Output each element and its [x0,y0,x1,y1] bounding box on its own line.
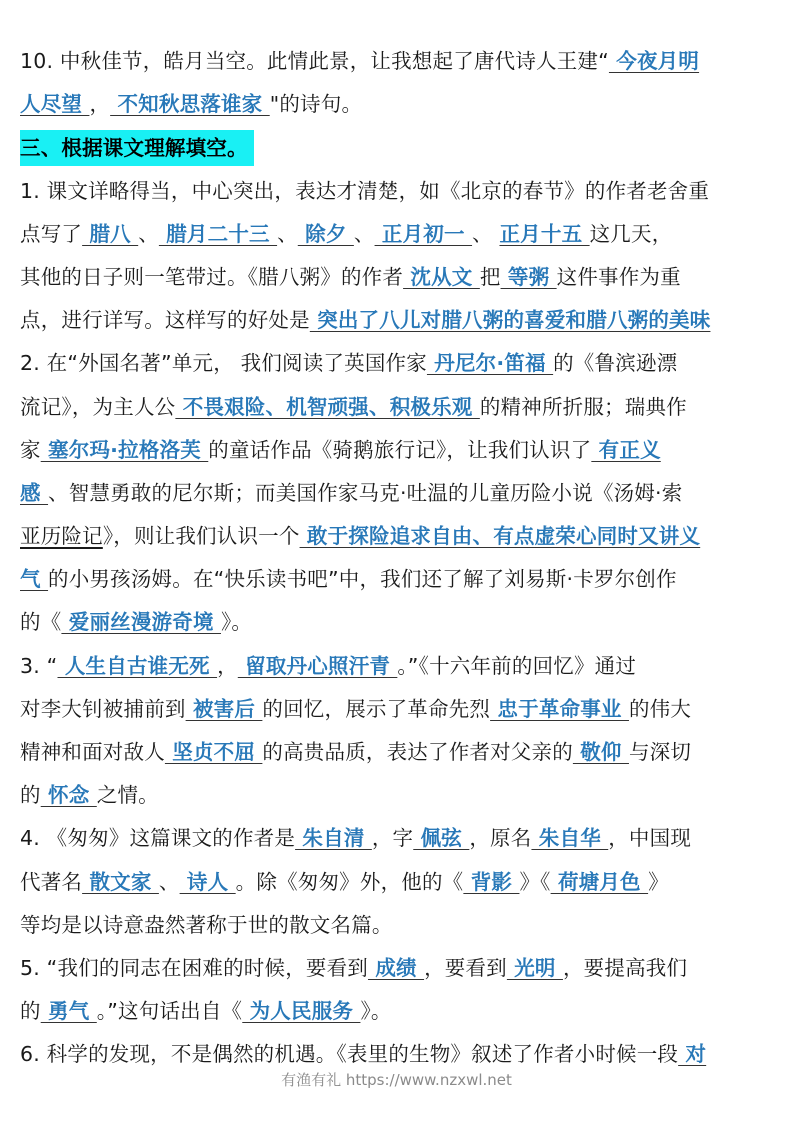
q3-text: 的回忆，展示了革命先烈 [262,696,491,721]
answer-blank: 腊月二十三 [158,221,278,246]
q2-text: 的童话作品《骑鹅旅行记》，让我们认识了 [208,437,592,462]
q2-text: 的《 [20,610,62,635]
answer-blank: 塞尔玛·拉格洛芙 [40,437,209,462]
answer-blank: 敬仰 [572,740,629,764]
punct: 、 [138,221,159,246]
answer-blank: 诗人 [179,869,236,894]
q5-text: 。”这句话出自《 [96,999,243,1024]
q2-line-3 [20,429,772,472]
answer-blank: 爱丽丝漫游奇境 [61,610,221,635]
q2-line-4 [20,472,772,515]
answer-blank: 感 [20,480,49,505]
q2-text: 2. 在“外国名著”单元， 我们阅读了英国作家 [20,351,427,376]
q2-text: 的小男孩汤姆。在“快乐读书吧”中，我们还了解了刘易斯·卡罗尔创作 [48,567,677,592]
q3-text: 。”《十六年前的回忆》通过 [397,653,637,678]
answer-blank: 正月初一 [374,221,473,246]
q2-text: 流记》，为主人公 [20,394,176,419]
answer-blank: 敢于探险追求自由、有点虚荣心同时又讲义 [299,524,701,549]
q3-text: 的 [20,783,41,808]
q4-text: 4. 《匆匆》这篇课文的作者是 [20,826,296,851]
q3-line-3 [20,731,772,774]
q1-text: 其他的日子则一笔带过。《腊八粥》的作者 [20,264,404,289]
q3-text: 3. “ [20,653,58,678]
q2-text: 的《鲁滨逊漂 [553,351,678,376]
q2-line-7 [20,601,772,644]
q2-line-2 [20,386,772,429]
q2-text: 》，则让我们认识一个 [102,524,300,549]
q10-text: "的诗句。 [269,92,363,117]
answer-blank: 沈从文 [403,264,480,289]
q3-text: 与深切 [628,740,692,764]
answer-blank: 有正义 [591,437,661,462]
answer-blank: 除夕 [297,221,354,246]
q5-line-2 [20,990,772,1033]
q10-text: 10. 中秋佳节，皓月当空。此情此景，让我想起了唐代诗人王建“ [20,49,609,73]
q5-text: 的 [20,999,41,1024]
punct: 、 [158,869,180,894]
q4-text: 代著名 [20,869,83,894]
punct: 、 [353,221,375,246]
q2-text: 、智慧勇敢的尼尔斯；而美国作家马克·吐温的儿童历险小说《汤姆·索 [48,480,683,505]
q1-line-4 [20,299,772,342]
q4-line-3 [20,904,772,947]
answer-blank: 朱自清 [295,826,372,851]
punct: 、 [472,221,500,246]
q3-text: 之情。 [96,783,159,808]
answer-blank: 光明 [506,955,563,980]
answer-blank: 气 [20,567,49,592]
answer-blank: 忠于革命事业 [490,696,629,721]
q3-text: 精神和面对敌人 [20,740,165,764]
answer-blank: 腊八 [82,221,139,246]
q2-line-6 [20,558,772,601]
q4-text: 等均是以诗意盎然著称于世的散文名篇。 [20,912,393,937]
answer-blank: 正月十五 [499,221,590,246]
q6-text: 6. 科学的发现，不是偶然的机遇。《表里的生物》叙述了作者小时候一段 [20,1042,679,1067]
answer-blank: 今夜月明 [608,49,700,73]
answer-blank: 不畏艰险、机智顽强、积极乐观 [175,394,480,419]
answer-blank: 怀念 [40,783,97,808]
watermark: 有渔有礼 https://www.nzxwl.net [281,1071,512,1089]
punct: ， [217,653,238,678]
q2-text: 》。 [220,610,253,635]
answer-blank: 勇气 [40,999,97,1024]
q1-line-1 [20,170,772,213]
q4-text: 》《 [519,869,551,894]
answer-blank: 人生自古谁无死 [57,653,218,678]
punct: 、 [277,221,298,246]
answer-blank: 佩弦 [413,826,470,851]
q10-line-2 [20,83,772,126]
q4-line-2 [20,861,772,904]
q1-line-2 [20,213,772,256]
q3-line-2 [20,688,772,731]
q3-text: 的伟大 [628,696,692,721]
q1-text: 点，进行详写。这样写的好处是 [20,308,310,333]
q5-text: ，要看到 [424,955,507,980]
punct: ， [89,92,111,117]
q10-line-1 [20,40,772,83]
q5-text: ，要提高我们 [562,955,688,980]
answer-blank: 朱自华 [531,826,609,851]
q1-text: 这几天， [589,221,673,246]
answer-blank: 散文家 [82,869,159,894]
answer-blank: 等粥 [500,264,557,289]
q1-text: 点写了 [20,221,83,246]
answer-blank: 荷塘月色 [550,869,649,894]
answer-blank: 突出了八儿对腊八粥的喜爱和腊八粥的美味 [309,308,711,333]
q2-text: 家 [20,437,41,462]
answer-blank: 人尽望 [20,92,90,117]
q4-text: 》 [648,869,669,894]
section-heading-row [20,126,772,169]
q2-text: 亚历险记 [20,524,103,549]
answer-blank: 被害后 [185,696,263,721]
q1-line-3 [20,256,772,299]
q5-line-1 [20,947,772,990]
q1-text: 这件事作为重 [556,264,681,289]
q3-text: 对李大钊被捕前到 [20,696,186,721]
answer-blank: 为人民服务 [242,999,361,1024]
q3-line-4 [20,774,772,817]
answer-blank: 丹尼尔·笛福 [426,351,554,376]
q5-text: 5. “我们的同志在困难的时候，要看到 [20,955,368,980]
q2-line-1 [20,342,772,385]
q1-text: 把 [479,264,501,289]
answer-blank: 不知秋思落谁家 [110,92,270,117]
q4-text: ，原名 [469,826,532,851]
q3-text: 的高贵品质，表达了作者对父亲的 [262,740,573,764]
q4-text: ，字 [371,826,414,851]
q4-text: ，中国现 [608,826,692,851]
answer-blank: 坚贞不屈 [164,740,263,764]
answer-blank: 背影 [463,869,520,894]
q4-text: 。除《匆匆》外，他的《 [235,869,464,894]
q3-line-1 [20,645,772,688]
answer-blank: 对 [678,1042,707,1067]
q4-line-1 [20,817,772,860]
q5-text: 》。 [360,999,392,1024]
q2-line-5 [20,515,772,558]
q1-text: 1. 课文详略得当，中心突出，表达才清楚，如《北京的春节》的作者老舍重 [20,178,710,203]
answer-blank: 成绩 [368,955,425,980]
section-heading: 三、根据课文理解填空。 [20,130,254,166]
answer-blank: 留取丹心照汗青 [237,653,398,678]
worksheet-page [20,40,772,1077]
q2-text: 的精神所折服；瑞典作 [479,394,687,419]
